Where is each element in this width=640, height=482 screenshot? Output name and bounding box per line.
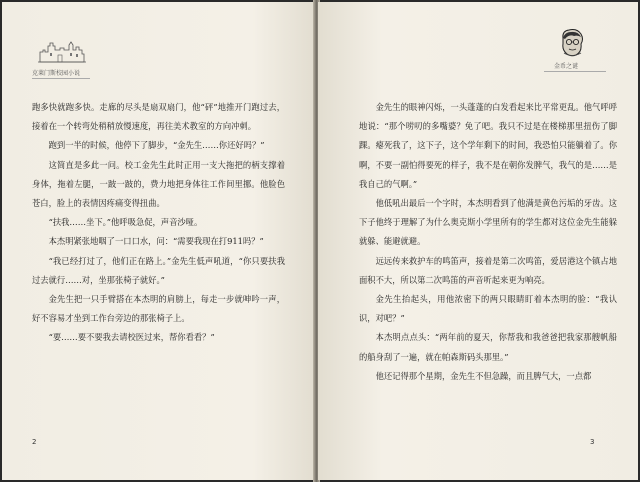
page-number: 2 (32, 438, 37, 446)
paragraph: 这简直是多此一问。校工金先生此时正用一支大拖把的柄支撑着身体，拖着左腿，一跛一跛的，费力地把身体往工作间里挪。他脸色苍白，脸上的表情因疼痛变得扭曲。 (32, 159, 285, 209)
body-text (359, 98, 617, 386)
right-page (318, 2, 638, 480)
face-logo-icon (559, 28, 585, 58)
paragraph: 本杰明点点头：“两年前的夏天，你帮我和我爸爸把我家那艘帆船的船身刮了一遍，就在帕森斯码头那里。” (359, 332, 617, 362)
paragraph: 跑多快就跑多快。走廊的尽头是扇双扇门，他“砰”地推开门跑过去，接着在一个转弯处稍稍放慢速度，再往美术教室的方向冲刺。 (32, 102, 285, 132)
running-header-title: 金币之谜 (554, 63, 579, 70)
header-rule (32, 78, 90, 79)
castle-logo-icon (38, 38, 86, 64)
paragraph: “我已经打过了，他们正在路上。”金先生低声吼道，“你只要扶我过去就行……对，坐那张椅子就好。” (32, 255, 285, 285)
paragraph: 他低吼出最后一个字时，本杰明看到了他满是黄色污垢的牙齿。这下子他终于理解了为什么奥克斯小学里所有的学生都对这位金先生能躲就躲、能避就避。 (359, 198, 617, 247)
header-rule (544, 71, 606, 72)
paragraph: 跑到一半的时候，他停下了脚步，“金先生……你还好吗？” (48, 140, 265, 151)
paragraph: 金先生抬起头，用他浓密下的两只眼睛盯着本杰明的脸：“我认识，对吧？” (359, 294, 617, 324)
paragraph: 本杰明紧张地咽了一口口水，问：“需要我现在打911吗？” (48, 236, 264, 247)
page-number: 3 (590, 438, 595, 446)
body-text (32, 98, 285, 348)
paragraph: 他还记得那个星期，金先生不但急躁，而且脾气大，一点都 (375, 370, 592, 381)
paragraph: “扶我……坐下。”他呼吸急促，声音沙哑。 (48, 217, 203, 228)
paragraph: “要……要不要我去请校医过来，帮你看看？” (48, 332, 215, 343)
left-page (2, 2, 315, 480)
paragraph: 金先生把一只手臂搭在本杰明的肩膀上，每走一步就呻吟一声，好不容易才坐到工作台旁边的那张椅子上。 (32, 294, 285, 324)
running-header-title: 克莱门斯校园小说 (32, 70, 81, 77)
paragraph: 远远传来救护车的鸣笛声，接着是第二次鸣笛，爱居港这个镇占地面积不大，所以第二次鸣笛的声音听起来更为响亮。 (359, 255, 617, 285)
paragraph: 金先生的眼神闪烁，一头蓬蓬的白发看起来比平常更乱。他气呼呼地说：“那个唠叨的多嘴婆？免了吧。我只不过是在楼梯那里扭伤了脚踝。瘪死我了，这下子，这个学年剩下的时间，我恐怕只能躺着了。你啊，不要一副怕得要死的样子，我不是在朝你发脾气，我气的是……是我自己的气啊。” (359, 102, 617, 189)
